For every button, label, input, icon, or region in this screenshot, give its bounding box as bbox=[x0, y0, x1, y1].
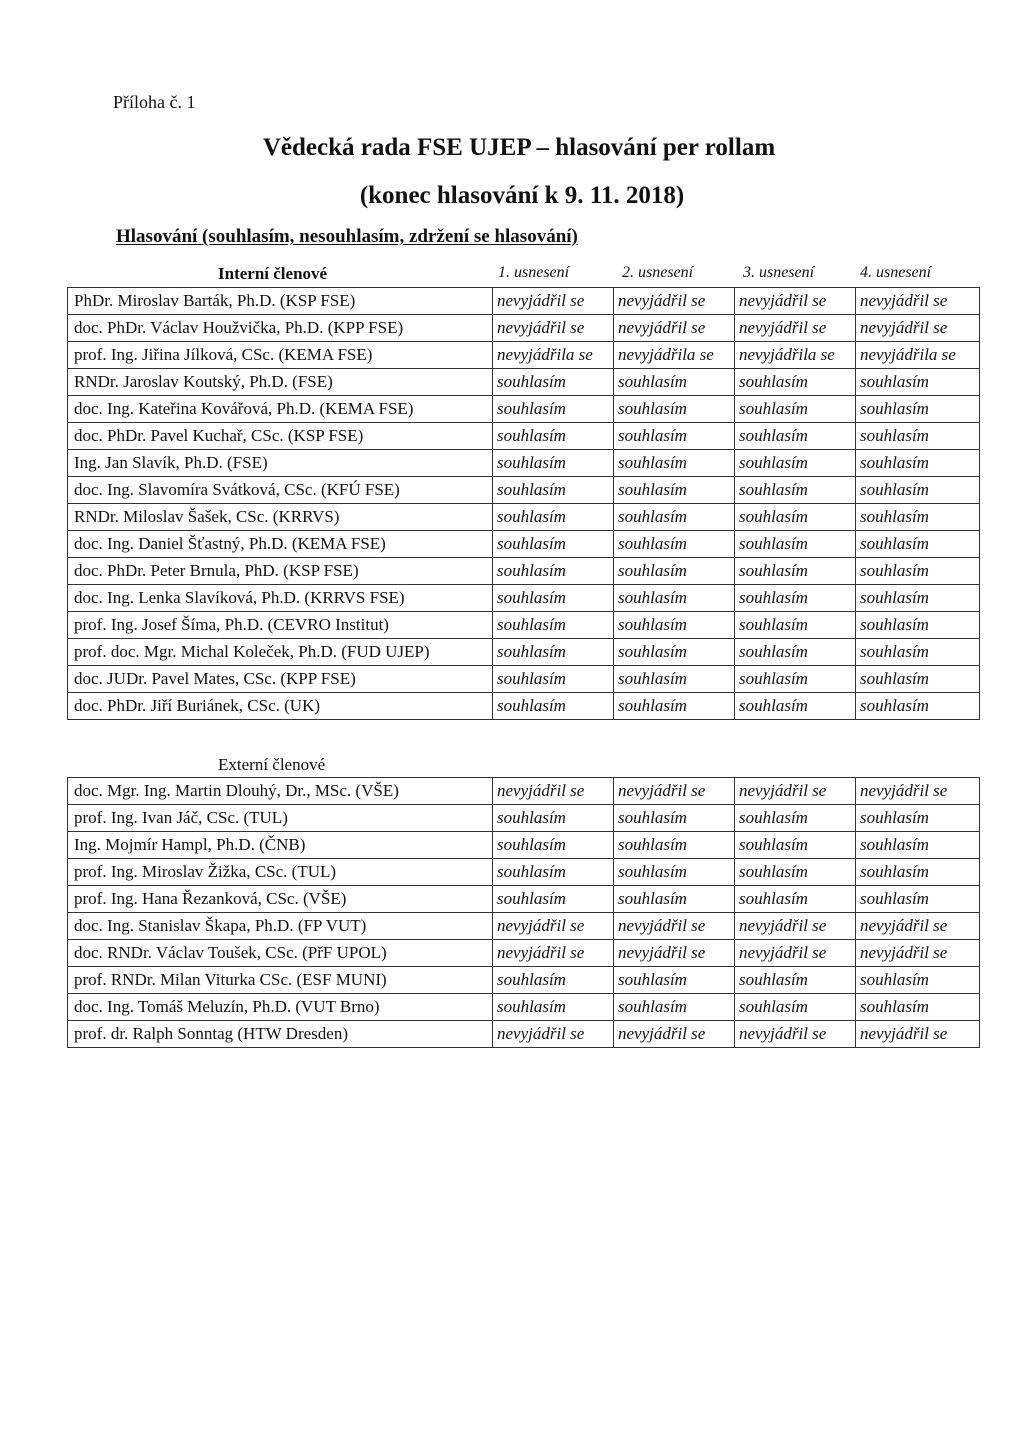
table-row bbox=[68, 504, 980, 531]
vote-cell: souhlasím bbox=[856, 693, 980, 720]
vote-cell: souhlasím bbox=[614, 666, 735, 693]
document-subtitle-wrapper bbox=[0, 182, 1024, 210]
internal-members-heading: Interní členové bbox=[218, 264, 328, 283]
member-name: RNDr. Jaroslav Koutský, Ph.D. (FSE) bbox=[68, 369, 493, 396]
vote-cell: souhlasím bbox=[493, 504, 614, 531]
table-row bbox=[68, 369, 980, 396]
vote-cell: souhlasím bbox=[856, 477, 980, 504]
vote-cell: souhlasím bbox=[614, 369, 735, 396]
external-members-heading: Externí členové bbox=[218, 755, 326, 774]
vote-cell: souhlasím bbox=[493, 967, 614, 994]
table-row bbox=[68, 886, 980, 913]
vote-cell: souhlasím bbox=[493, 612, 614, 639]
vote-cell: souhlasím bbox=[614, 994, 735, 1021]
member-name: doc. Ing. Tomáš Meluzín, Ph.D. (VUT Brno) bbox=[68, 994, 493, 1021]
member-name: doc. PhDr. Pavel Kuchař, CSc. (KSP FSE) bbox=[68, 423, 493, 450]
resolution-3-header: 3. usnesení bbox=[743, 264, 815, 281]
vote-cell: souhlasím bbox=[735, 859, 856, 886]
member-name: prof. doc. Mgr. Michal Koleček, Ph.D. (FUD UJEP) bbox=[68, 639, 493, 666]
vote-cell: nevyjádřil se bbox=[735, 315, 856, 342]
member-name: doc. RNDr. Václav Toušek, CSc. (PřF UPOL) bbox=[68, 940, 493, 967]
member-name: doc. Ing. Stanislav Škapa, Ph.D. (FP VUT) bbox=[68, 913, 493, 940]
vote-cell: nevyjádřil se bbox=[493, 315, 614, 342]
vote-cell: nevyjádřil se bbox=[856, 940, 980, 967]
vote-cell: souhlasím bbox=[735, 585, 856, 612]
vote-cell: souhlasím bbox=[614, 805, 735, 832]
vote-cell: souhlasím bbox=[614, 639, 735, 666]
external-members-body bbox=[68, 778, 980, 1048]
vote-cell: souhlasím bbox=[856, 967, 980, 994]
vote-cell: souhlasím bbox=[735, 805, 856, 832]
vote-cell: souhlasím bbox=[735, 531, 856, 558]
attachment-label: Příloha č. 1 bbox=[113, 92, 196, 112]
member-name: doc. PhDr. Peter Brnula, PhD. (KSP FSE) bbox=[68, 558, 493, 585]
vote-cell: souhlasím bbox=[856, 423, 980, 450]
table-row bbox=[68, 1021, 980, 1048]
member-name: prof. Ing. Jiřina Jílková, CSc. (KEMA FSE) bbox=[68, 342, 493, 369]
vote-cell: souhlasím bbox=[856, 531, 980, 558]
vote-cell: nevyjádřil se bbox=[856, 288, 980, 315]
vote-cell: souhlasím bbox=[735, 612, 856, 639]
vote-cell: souhlasím bbox=[614, 531, 735, 558]
vote-cell: souhlasím bbox=[735, 693, 856, 720]
vote-cell: souhlasím bbox=[856, 396, 980, 423]
member-name: doc. Ing. Slavomíra Svátková, CSc. (KFÚ FSE) bbox=[68, 477, 493, 504]
member-name: doc. Ing. Daniel Šťastný, Ph.D. (KEMA FSE) bbox=[68, 531, 493, 558]
vote-cell: souhlasím bbox=[493, 531, 614, 558]
table-row bbox=[68, 612, 980, 639]
vote-cell: nevyjádřil se bbox=[493, 1021, 614, 1048]
vote-cell: nevyjádřil se bbox=[856, 1021, 980, 1048]
vote-cell: nevyjádřil se bbox=[735, 288, 856, 315]
table-row bbox=[68, 805, 980, 832]
vote-cell: nevyjádřil se bbox=[493, 778, 614, 805]
vote-cell: souhlasím bbox=[856, 859, 980, 886]
member-name: PhDr. Miroslav Barták, Ph.D. (KSP FSE) bbox=[68, 288, 493, 315]
table-row bbox=[68, 423, 980, 450]
table-row bbox=[68, 913, 980, 940]
vote-cell: nevyjádřil se bbox=[493, 940, 614, 967]
vote-cell: souhlasím bbox=[614, 832, 735, 859]
vote-cell: nevyjádřil se bbox=[614, 315, 735, 342]
vote-cell: souhlasím bbox=[856, 994, 980, 1021]
table-row bbox=[68, 940, 980, 967]
table-row bbox=[68, 585, 980, 612]
table-row bbox=[68, 639, 980, 666]
vote-cell: nevyjádřila se bbox=[614, 342, 735, 369]
vote-cell: souhlasím bbox=[493, 994, 614, 1021]
vote-cell: nevyjádřil se bbox=[856, 315, 980, 342]
vote-cell: souhlasím bbox=[493, 805, 614, 832]
vote-cell: souhlasím bbox=[614, 504, 735, 531]
table-row bbox=[68, 396, 980, 423]
internal-members-table bbox=[67, 287, 980, 720]
member-name: doc. Ing. Lenka Slavíková, Ph.D. (KRRVS FSE) bbox=[68, 585, 493, 612]
member-name: RNDr. Miloslav Šašek, CSc. (KRRVS) bbox=[68, 504, 493, 531]
table-row bbox=[68, 693, 980, 720]
vote-cell: souhlasím bbox=[614, 558, 735, 585]
vote-cell: souhlasím bbox=[614, 450, 735, 477]
vote-cell: nevyjádřil se bbox=[614, 940, 735, 967]
vote-cell: souhlasím bbox=[614, 396, 735, 423]
member-name: Ing. Jan Slavík, Ph.D. (FSE) bbox=[68, 450, 493, 477]
vote-cell: souhlasím bbox=[493, 369, 614, 396]
document-subtitle: (konec hlasování k 9. 11. 2018) bbox=[359, 182, 685, 209]
vote-cell: souhlasím bbox=[735, 504, 856, 531]
vote-cell: souhlasím bbox=[493, 832, 614, 859]
vote-cell: nevyjádřila se bbox=[493, 342, 614, 369]
vote-cell: nevyjádřil se bbox=[856, 913, 980, 940]
member-name: prof. Ing. Hana Řezanková, CSc. (VŠE) bbox=[68, 886, 493, 913]
vote-cell: souhlasím bbox=[856, 504, 980, 531]
vote-cell: souhlasím bbox=[856, 666, 980, 693]
vote-cell: souhlasím bbox=[614, 886, 735, 913]
member-name: doc. PhDr. Jiří Buriánek, CSc. (UK) bbox=[68, 693, 493, 720]
vote-cell: souhlasím bbox=[493, 666, 614, 693]
member-name: prof. RNDr. Milan Viturka CSc. (ESF MUNI) bbox=[68, 967, 493, 994]
table-row bbox=[68, 558, 980, 585]
voting-options-heading: Hlasování (souhlasím, nesouhlasím, zdržení se hlasování) bbox=[116, 226, 578, 247]
vote-cell: nevyjádřila se bbox=[735, 342, 856, 369]
member-name: doc. PhDr. Václav Houžvička, Ph.D. (KPP FSE) bbox=[68, 315, 493, 342]
table-row bbox=[68, 967, 980, 994]
table-row bbox=[68, 859, 980, 886]
table-row bbox=[68, 450, 980, 477]
vote-cell: nevyjádřil se bbox=[735, 913, 856, 940]
table-row bbox=[68, 288, 980, 315]
vote-cell: souhlasím bbox=[493, 423, 614, 450]
vote-cell: souhlasím bbox=[493, 477, 614, 504]
vote-cell: souhlasím bbox=[735, 558, 856, 585]
vote-cell: souhlasím bbox=[735, 994, 856, 1021]
table-row bbox=[68, 778, 980, 805]
document-title-wrapper bbox=[0, 134, 1024, 162]
vote-cell: nevyjádřil se bbox=[614, 778, 735, 805]
vote-cell: souhlasím bbox=[614, 477, 735, 504]
member-name: prof. Ing. Josef Šíma, Ph.D. (CEVRO Institut) bbox=[68, 612, 493, 639]
vote-cell: nevyjádřil se bbox=[614, 1021, 735, 1048]
vote-cell: souhlasím bbox=[735, 886, 856, 913]
member-name: doc. JUDr. Pavel Mates, CSc. (KPP FSE) bbox=[68, 666, 493, 693]
member-name: prof. Ing. Miroslav Žižka, CSc. (TUL) bbox=[68, 859, 493, 886]
vote-cell: souhlasím bbox=[614, 612, 735, 639]
vote-cell: souhlasím bbox=[735, 832, 856, 859]
vote-cell: souhlasím bbox=[856, 369, 980, 396]
vote-cell: nevyjádřil se bbox=[735, 1021, 856, 1048]
vote-cell: souhlasím bbox=[856, 585, 980, 612]
vote-cell: nevyjádřil se bbox=[614, 288, 735, 315]
external-members-table bbox=[67, 777, 980, 1048]
table-row bbox=[68, 315, 980, 342]
resolution-2-header: 2. usnesení bbox=[622, 264, 694, 281]
member-name: doc. Ing. Kateřina Kovářová, Ph.D. (KEMA FSE) bbox=[68, 396, 493, 423]
vote-cell: nevyjádřil se bbox=[735, 778, 856, 805]
document-title: Vědecká rada FSE UJEP – hlasování per rollam bbox=[262, 134, 776, 161]
vote-cell: souhlasím bbox=[493, 396, 614, 423]
vote-cell: souhlasím bbox=[493, 859, 614, 886]
vote-cell: nevyjádřil se bbox=[493, 913, 614, 940]
vote-cell: nevyjádřila se bbox=[856, 342, 980, 369]
member-name: prof. Ing. Ivan Jáč, CSc. (TUL) bbox=[68, 805, 493, 832]
vote-cell: souhlasím bbox=[856, 832, 980, 859]
vote-cell: souhlasím bbox=[493, 886, 614, 913]
table-row bbox=[68, 832, 980, 859]
vote-cell: nevyjádřil se bbox=[856, 778, 980, 805]
vote-cell: souhlasím bbox=[735, 477, 856, 504]
table-row bbox=[68, 531, 980, 558]
vote-cell: souhlasím bbox=[735, 423, 856, 450]
resolution-4-header: 4. usnesení bbox=[860, 264, 932, 281]
vote-cell: souhlasím bbox=[856, 450, 980, 477]
table-row bbox=[68, 342, 980, 369]
vote-cell: souhlasím bbox=[735, 450, 856, 477]
vote-cell: souhlasím bbox=[856, 886, 980, 913]
vote-cell: souhlasím bbox=[493, 585, 614, 612]
vote-cell: souhlasím bbox=[735, 639, 856, 666]
vote-cell: nevyjádřil se bbox=[614, 913, 735, 940]
vote-cell: souhlasím bbox=[614, 859, 735, 886]
vote-cell: nevyjádřil se bbox=[493, 288, 614, 315]
table-row bbox=[68, 666, 980, 693]
vote-cell: souhlasím bbox=[856, 558, 980, 585]
vote-cell: souhlasím bbox=[493, 558, 614, 585]
vote-cell: souhlasím bbox=[735, 967, 856, 994]
vote-cell: nevyjádřil se bbox=[735, 940, 856, 967]
vote-cell: souhlasím bbox=[735, 666, 856, 693]
resolution-1-header: 1. usnesení bbox=[498, 264, 570, 281]
vote-cell: souhlasím bbox=[614, 693, 735, 720]
vote-cell: souhlasím bbox=[856, 639, 980, 666]
member-name: Ing. Mojmír Hampl, Ph.D. (ČNB) bbox=[68, 832, 493, 859]
vote-cell: souhlasím bbox=[614, 423, 735, 450]
vote-cell: souhlasím bbox=[614, 967, 735, 994]
vote-cell: souhlasím bbox=[493, 450, 614, 477]
vote-cell: souhlasím bbox=[735, 369, 856, 396]
vote-cell: souhlasím bbox=[856, 612, 980, 639]
internal-members-body bbox=[68, 288, 980, 720]
table-row bbox=[68, 994, 980, 1021]
vote-cell: souhlasím bbox=[493, 693, 614, 720]
vote-cell: souhlasím bbox=[856, 805, 980, 832]
member-name: doc. Mgr. Ing. Martin Dlouhý, Dr., MSc. (VŠE) bbox=[68, 778, 493, 805]
vote-cell: souhlasím bbox=[614, 585, 735, 612]
vote-cell: souhlasím bbox=[735, 396, 856, 423]
member-name: prof. dr. Ralph Sonntag (HTW Dresden) bbox=[68, 1021, 493, 1048]
vote-cell: souhlasím bbox=[493, 639, 614, 666]
table-row bbox=[68, 477, 980, 504]
